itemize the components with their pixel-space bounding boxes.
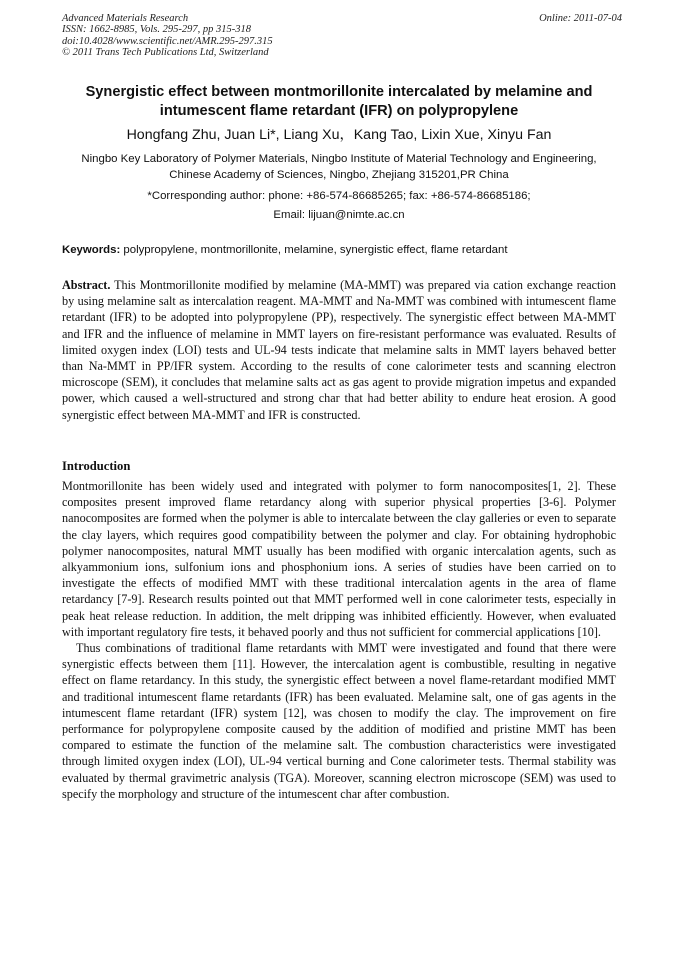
abstract: [62, 277, 616, 423]
keywords-text: polypropylene, montmorillonite, melamine, synergistic effect, flame retardant: [123, 244, 508, 256]
intro-paragraph-1: Montmorillonite has been widely used and integrated with polymer to form nanocomposites[1, 2]. These composites present improved flame retardancy along with superior physical properties [3-6]. Polymer nanocomposites are formed when the polymer is able to intercalate between the clay galleries or even to separate the clay layers, which requires good compatibility between the polymer and clay. For obtaining hydrophobic polymer nanocomposites, natural MMT usually has been modified with organic intercalation agents, such as alkyammonium ions, sulfonium ions and phosphonium ions. A series of studies have been carried on to investigate the effects of modified MMT with these traditional intercalation agents in the area of flame retardancy [7-9]. Research results pointed out that MMT performed well in cone calorimeter tests, especially in peak heat release reduction. In addition, the melt dripping was inhibited efficiently. However, when evaluated with important regulatory fire tests, it behaved poorly and thus not sufficient for commercial applications [10].: [62, 479, 616, 639]
email-line: Email: lijuan@nimte.ac.cn: [273, 209, 405, 221]
corresponding-author: *Corresponding author: phone: +86-574-86685265; fax: +86-574-86685186;: [147, 190, 531, 202]
online-date: Online: 2011-07-04: [539, 13, 622, 24]
journal-name: Advanced Materials Research: [62, 13, 189, 24]
paper-title: Synergistic effect between montmorillonite intercalated by melamine and intumescent flame retardant (IFR) on polypropylene: [85, 84, 593, 119]
journal-header: [62, 13, 622, 59]
abstract-text: This Montmorillonite modified by melamine (MA-MMT) was prepared via cation exchange reaction by using melamine salt as intercalation reagent. MA-MMT and Na-MMT was combined with intumescent flame retardant (IFR) to be adopted into polypropylene (PP), respectively. The synergistic effect between MA-MMT and IFR and the influence of melamine in MMT layers on fire-resistant performance was evaluated. Results of limited oxygen index (LOI) tests and UL-94 tests indicate that melamine salts in MMT layers behaved better than Na-MMT in PP/IFR system. According to the results of cone calorimeter tests and scanning electron microscope (SEM), it concludes that melamine salts act as gas agent to provide migration impetus and expanded power, which caused a well-structured and strong char that had better ability to endure heat erosion. A good synergistic effect between MA-MMT and IFR is constructed.: [62, 278, 616, 422]
introduction-body: [62, 478, 616, 802]
keywords: [62, 243, 618, 258]
issn-line: ISSN: 1662-8985, Vols. 295-297, pp 315-318: [62, 24, 251, 36]
doi-line: doi:10.4028/www.scientific.net/AMR.295-297.315: [62, 35, 273, 47]
section-heading-introduction: Introduction: [62, 459, 131, 473]
affiliation: Ningbo Key Laboratory of Polymer Materials, Ningbo Institute of Material Technology and Engineering, Chinese Academy of Sciences, Ningbo, Zhejiang 315201,PR China: [81, 153, 597, 181]
author-list: Hongfang Zhu, Juan Li*, Liang Xu，Kang Tao, Lixin Xue, Xinyu Fan: [126, 127, 552, 143]
abstract-label: Abstract.: [62, 278, 111, 292]
keywords-label: Keywords:: [62, 244, 121, 256]
intro-paragraph-2: Thus combinations of traditional flame retardants with MMT were investigated and found that there were synergistic effects between them [11]. However, the intercalation agent is combustible, resulting in negative effect on flame retardancy. In this study, the synergistic effect between a novel flame-retardant modified MMT and traditional intumescent flame retardants (IFR) has been evaluated. Melamine salt, one of gas agents in the intumescent flame retardant (IFR) system [12], was chosen to modify the clay. The improvement on fire performance for polypropylene composite caused by the addition of modified and pristine MMT has been compared to estimate the function of the melamine salt. The combustion characteristics were investigated through limited oxygen index (LOI), UL-94 vertical burning and Cone calorimeter tests. Thermal stability was evaluated by thermal gravimetric analysis (TGA). Moreover, scanning electron microscope (SEM) was used to specify the morphology and structure of the intumescent char after combustion.: [62, 641, 616, 801]
copyright-line: © 2011 Trans Tech Publications Ltd, Switzerland: [62, 47, 269, 59]
